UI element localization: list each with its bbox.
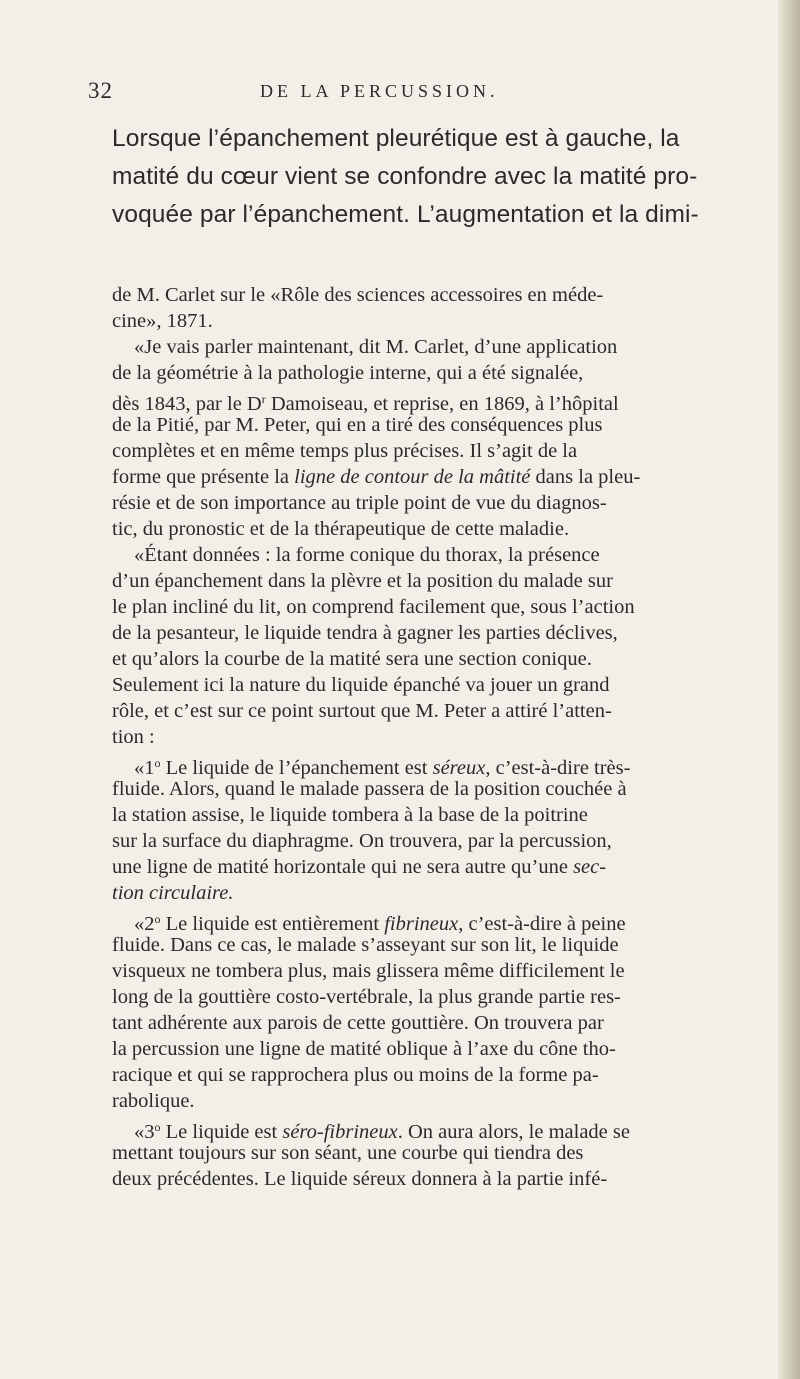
footnote-line: dès 1843, par le $D^r$ Damoiseau, et reprise, en 1869, à l’hôpital bbox=[112, 392, 619, 415]
footnote-line: de la pesanteur, le liquide tendra à gagner les parties déclives, bbox=[112, 622, 618, 644]
footnote-line: de M. Carlet sur le «Rôle des sciences accessoires en méde- bbox=[112, 284, 604, 306]
footnote-line: fluide. Dans ce cas, le malade s’asseyant sur son lit, le liquide bbox=[112, 934, 619, 956]
footnote-line: deux précédentes. Le liquide séreux donnera à la partie infé- bbox=[112, 1168, 608, 1190]
footnote-line: fluide. Alors, quand le malade passera de la position couchée à bbox=[112, 778, 627, 800]
footnote-line: tic, du pronostic et de la thérapeutique de cette maladie. bbox=[112, 518, 570, 540]
footnote-text bbox=[112, 282, 782, 1192]
footnote-line: «Étant données : la forme conique du thorax, la présence bbox=[134, 544, 600, 566]
footnote-line: forme que présente la ligne de contour de la mâtité dans la pleu- bbox=[112, 466, 641, 488]
footnote-line: la percussion une ligne de matité oblique à l’axe du cône tho- bbox=[112, 1038, 616, 1060]
footnote-line: tion : bbox=[112, 726, 155, 748]
footnote-line: tant adhérente aux parois de cette gouttière. On trouvera par bbox=[112, 1012, 604, 1034]
footnote-line: d’un épanchement dans la plèvre et la position du malade sur bbox=[112, 570, 613, 592]
text-line: Lorsque l’épanchement pleurétique est à gauche, la bbox=[112, 125, 680, 152]
footnote-line: et qu’alors la courbe de la matité sera une section conique. bbox=[112, 648, 592, 670]
footnote-line: racique et qui se rapprochera plus ou moins de la forme pa- bbox=[112, 1064, 599, 1086]
footnote-line: tion circulaire. bbox=[112, 882, 234, 904]
footnote-line: de la géométrie à la pathologie interne, qui a été signalée, bbox=[112, 362, 584, 384]
footnote-line: long de la gouttière costo-vertébrale, la plus grande partie res- bbox=[112, 986, 621, 1008]
footnote-line: Seulement ici la nature du liquide épanché va jouer un grand bbox=[112, 674, 610, 696]
footnote-line: le plan incliné du lit, on comprend facilement que, sous l’action bbox=[112, 596, 635, 618]
footnote-line: complètes et en même temps plus précises. Il s’agit de la bbox=[112, 440, 578, 462]
footnote-line: cine», 1871. bbox=[112, 310, 213, 332]
page-header bbox=[88, 78, 608, 108]
text-line: matité du cœur vient se confondre avec la matité pro- bbox=[112, 163, 698, 190]
footnote-line: de la Pitié, par M. Peter, qui en a tiré des conséquences plus bbox=[112, 414, 603, 436]
footnote-line: «3$^o$ Le liquide est séro-fibrineux. On aura alors, le malade se bbox=[134, 1120, 630, 1143]
footnote-line: la station assise, le liquide tombera à la base de la poitrine bbox=[112, 804, 588, 826]
footnote-line: résie et de son importance au triple point de vue du diagnos- bbox=[112, 492, 607, 514]
footnote-line: sur la surface du diaphragme. On trouvera, par la percussion, bbox=[112, 830, 612, 852]
footnote-line: rôle, et c’est sur ce point surtout que M. Peter a attiré l’atten- bbox=[112, 700, 612, 722]
footnote-line: «Je vais parler maintenant, dit M. Carlet, d’une application bbox=[134, 336, 618, 358]
footnote-line: «1$^o$ Le liquide de l’épanchement est séreux, c’est-à-dire très- bbox=[134, 756, 631, 779]
running-title: DE LA PERCUSSION. bbox=[260, 81, 499, 101]
footnote-line: visqueux ne tombera plus, mais glissera même difficilement le bbox=[112, 960, 625, 982]
page-number: 32 bbox=[88, 78, 113, 103]
text-line: voquée par l’épanchement. L’augmentation et la dimi- bbox=[112, 201, 699, 228]
footnote-line: «2$^o$ Le liquide est entièrement fibrineux, c’est-à-dire à peine bbox=[134, 912, 626, 935]
footnote-line: rabolique. bbox=[112, 1090, 195, 1112]
footnote-line: une ligne de matité horizontale qui ne sera autre qu’une sec- bbox=[112, 856, 607, 878]
main-text bbox=[112, 120, 774, 234]
footnote-line: mettant toujours sur son séant, une courbe qui tiendra des bbox=[112, 1142, 584, 1164]
